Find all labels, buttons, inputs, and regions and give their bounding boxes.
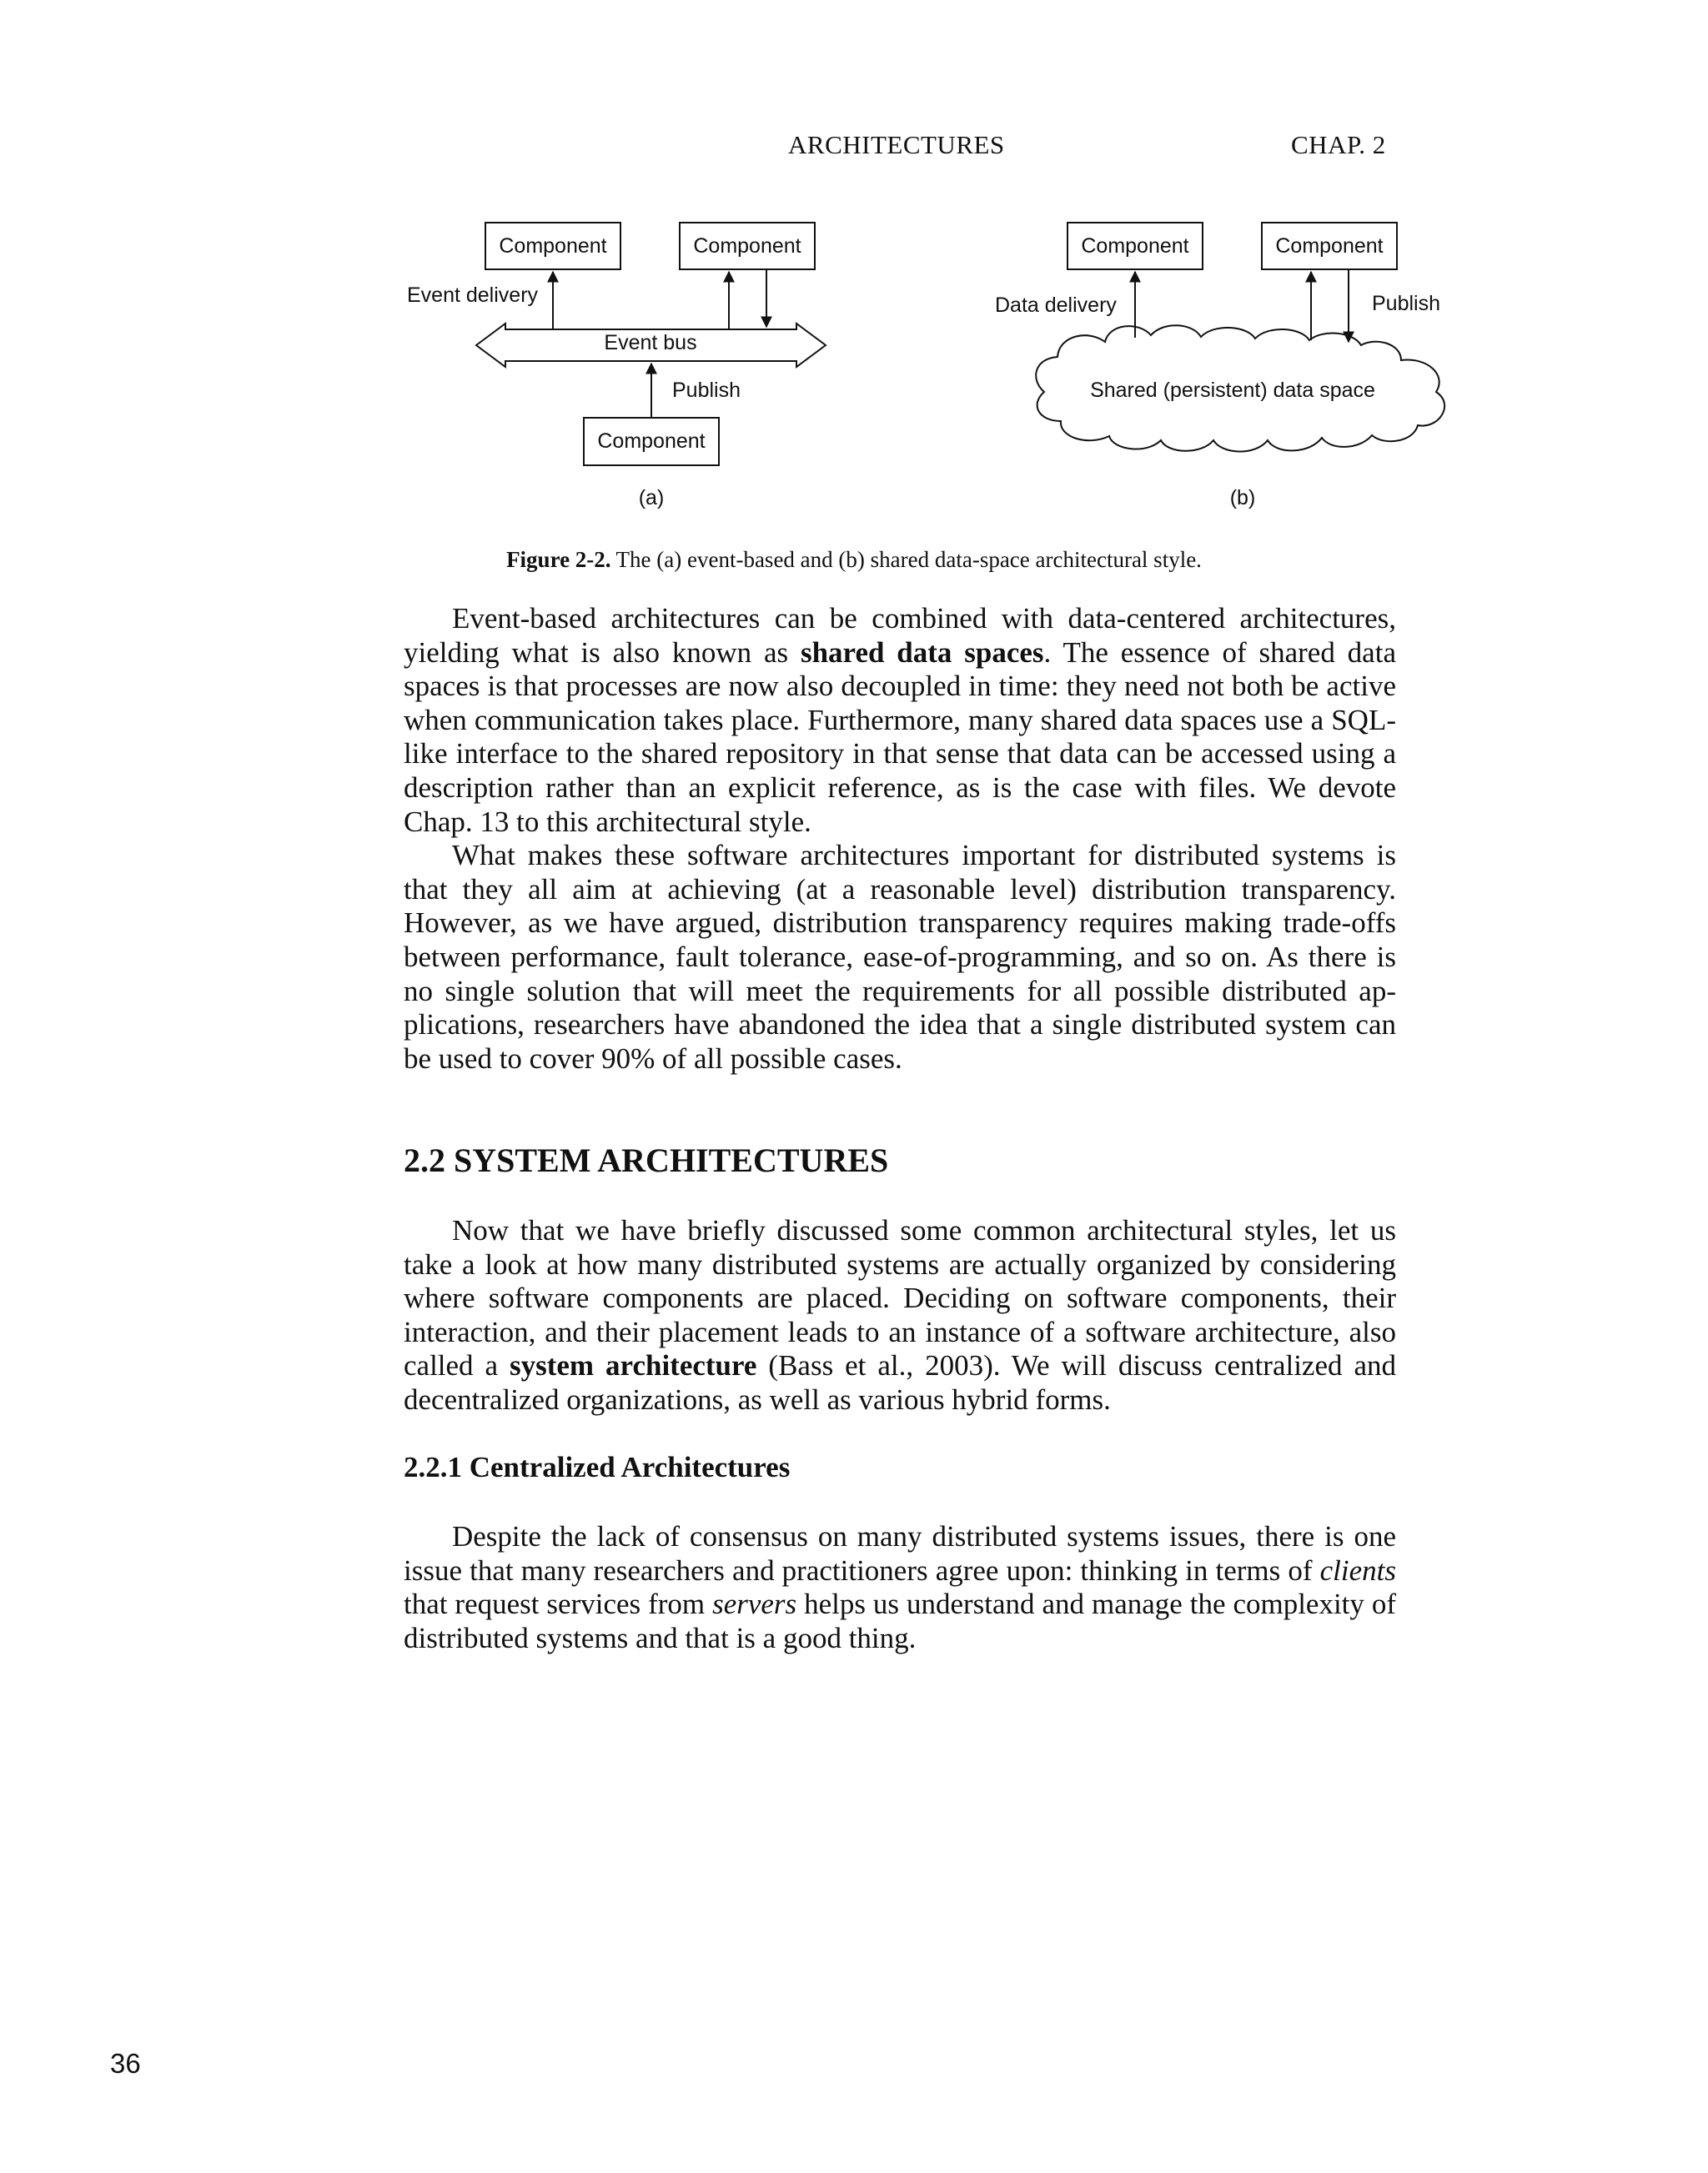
section-body — [404, 1214, 1396, 1418]
subsection-text-a: Despite the lack of consensus on many distributed systems issues, there is one issue that many researchers and practitioners agree upon: thinking in terms of — [404, 1520, 1396, 1587]
running-header-chapter: CHAP. 2 — [1291, 130, 1386, 159]
subsection-body — [404, 1520, 1396, 1655]
term-shared-data-spaces: shared data spaces — [800, 635, 1044, 669]
subsection-paragraph — [404, 1520, 1396, 1655]
subsection-text-c: helps us understand and manage the complexity of distributed systems and that is a good thing. — [404, 1588, 1397, 1654]
publish-label-b: Publish — [1372, 292, 1440, 315]
component-label-b1: Component — [1081, 234, 1189, 258]
paragraph-1 — [404, 602, 1396, 839]
publish-label-a: Publish — [672, 379, 741, 402]
section-paragraph-text-a: Now that we have briefly discussed some common architectural styles, let us take a look at how many distributed systems are actually organized by considering where software components are placed. Deciding on software components, their interaction, and their placement leads to an instance of a software architecture, also called a — [404, 1214, 1396, 1383]
running-header-title: ARCHITECTURES — [788, 130, 1005, 159]
data-delivery-label: Data delivery — [995, 294, 1117, 317]
figure-b-shared-data-space — [995, 223, 1444, 509]
component-label-a2: Component — [693, 234, 801, 258]
paragraph-2: What makes these software architectures important for distributed systems is that they all aim at achieving (at a reasonable level) distribution transparency. However, as we have argued, distribution transparency requires making trade-offs between performance, fault tolerance, ease-of-programming, and so on. As there is no single solution that will meet the requirements for all possible distributed applications, researchers have abandoned the idea that a single distributed system can be used to cover 90% of all possible cases. — [404, 839, 1396, 1075]
figure-2-2 — [0, 0, 1708, 534]
event-bus-label: Event bus — [604, 331, 697, 354]
section-paragraph — [404, 1214, 1396, 1418]
component-label-a1: Component — [499, 234, 607, 258]
subsection-text-b: that request services from — [404, 1588, 713, 1621]
paragraph-1-text-a: Event-based architectures can be combined with data-centered architectures, yielding what is also known as — [404, 602, 1396, 669]
figure-a-sublabel: (a) — [638, 486, 665, 509]
paragraph-1-text-b: . The essence of shared data spaces is that processes are now also decoupled in time: they need not both be active when communication takes place. Furthermore, many shared data spaces use a SQL-like interface to the shared repository in that sense that data can be accessed using a description rather than an explicit reference, as is the case with files. We devote Chap. 13 to this architectural style. — [404, 635, 1396, 838]
page-number: 36 — [110, 2048, 141, 2079]
section-heading: 2.2 SYSTEM ARCHITECTURES — [404, 1142, 889, 1179]
term-clients: clients — [1319, 1553, 1396, 1587]
figure-caption-label: Figure 2-2. — [506, 547, 611, 572]
figure-a-event-based — [407, 223, 826, 509]
body-text — [404, 602, 1396, 1076]
term-servers: servers — [712, 1588, 797, 1621]
component-label-b2: Component — [1275, 234, 1384, 258]
component-label-a3: Component — [597, 429, 706, 453]
figure-caption — [404, 547, 1304, 573]
term-system-architecture: system architecture — [510, 1349, 757, 1383]
event-delivery-label: Event delivery — [407, 284, 539, 307]
figure-caption-text: The (a) event-based and (b) shared data-space architectural style. — [615, 547, 1202, 572]
subsection-heading: 2.2.1 Centralized Architectures — [404, 1451, 791, 1483]
section-paragraph-text-b: (Bass et al., 2003). We will discuss centralized and decentralized organizations, as well as various hybrid forms. — [404, 1349, 1396, 1416]
shared-data-space-label: Shared (persistent) data space — [1090, 379, 1375, 402]
figure-b-sublabel: (b) — [1229, 486, 1256, 509]
